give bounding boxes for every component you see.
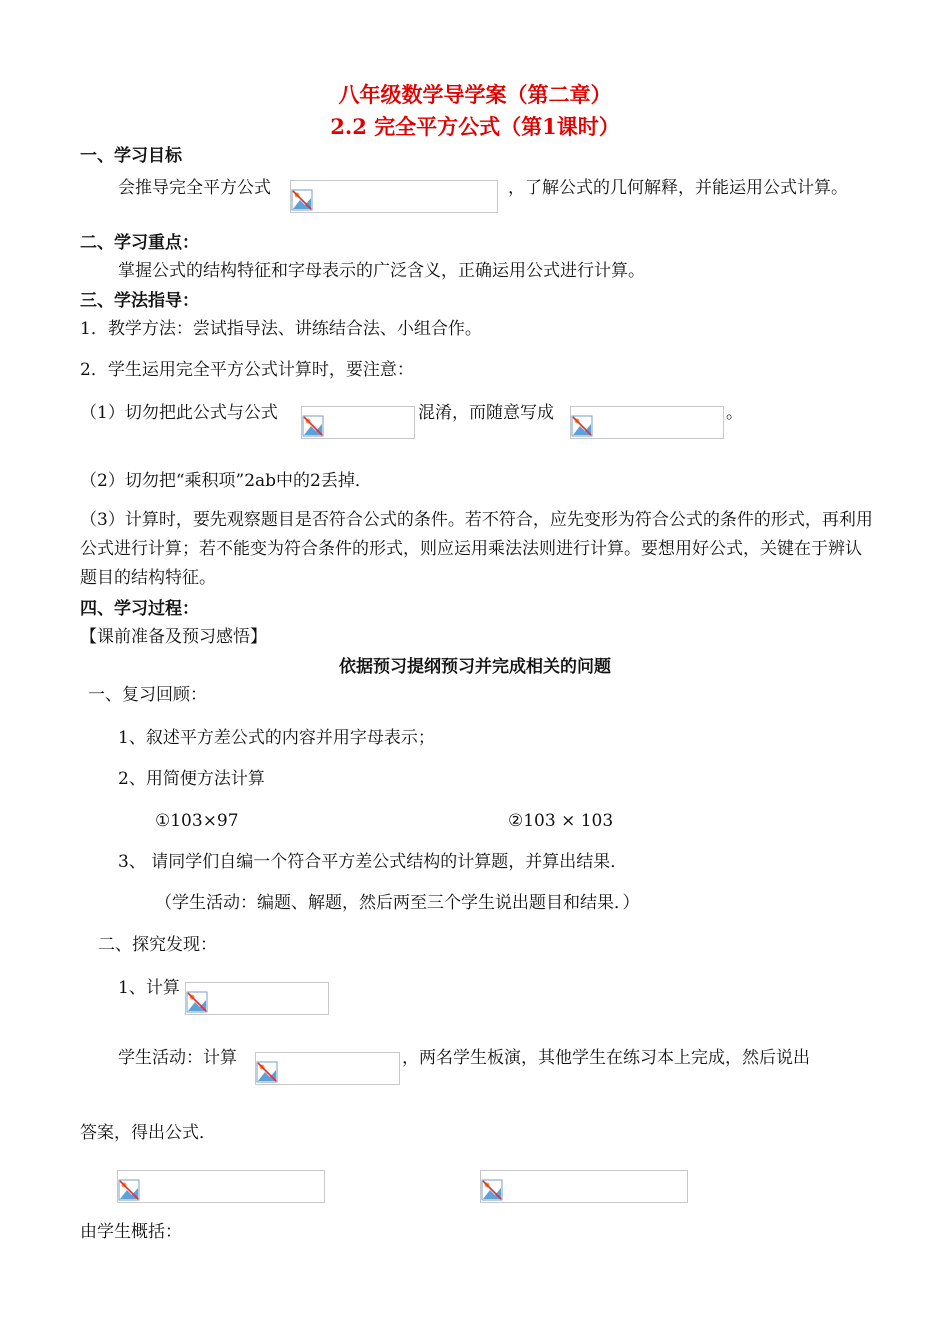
broken-image-icon <box>571 415 593 437</box>
broken-image-icon <box>118 1179 140 1201</box>
formula-image <box>290 180 498 213</box>
goal-text-end: ，了解公式的几何解释，并能运用公式计算。 <box>508 178 848 198</box>
broken-image-icon <box>291 189 313 211</box>
note-2: （2）切勿把“乘积项”2ab中的2丢掉． <box>80 471 372 491</box>
review-item-3: 3、 请同学们自编一个符合平方差公式结构的计算题，并算出结果． <box>118 852 628 872</box>
answer-line: 答案，得出公式． <box>80 1123 216 1143</box>
section-heading-method: 三、学法指导： <box>80 291 199 311</box>
review-item-2: 2、用简便方法计算 <box>118 769 265 789</box>
student-activity-note: （学生活动：编题、解题，然后两至三个学生说出题目和结果．） <box>155 893 640 913</box>
section-heading-process: 四、学习过程： <box>80 599 199 619</box>
broken-image-icon <box>256 1061 278 1083</box>
lesson-title: 2.2 完全平方公式（第1课时） <box>330 114 620 139</box>
goal-text-start: 会推导完全平方公式 <box>118 178 271 198</box>
formula-image <box>480 1170 688 1203</box>
explore-heading: 二、探究发现： <box>98 935 217 955</box>
broken-image-icon <box>302 415 324 437</box>
formula-image <box>301 406 415 439</box>
student-activity-start: 学生活动：计算 <box>118 1048 237 1068</box>
review-heading: 一、复习回顾： <box>88 685 207 705</box>
note-1-middle: 混淆，而随意写成 <box>418 403 554 423</box>
formula-image <box>185 982 329 1015</box>
broken-image-icon <box>186 991 208 1013</box>
calc-problem-2: ②103 × 103 <box>508 811 614 831</box>
section-heading-goals: 一、学习目标 <box>80 146 182 166</box>
formula-image <box>570 406 724 439</box>
note-1-end: 。 <box>726 403 743 423</box>
student-activity-end: ，两名学生板演，其他学生在练习本上完成，然后说出 <box>402 1048 810 1068</box>
prep-bracket-heading: 【课前准备及预习感悟】 <box>80 627 267 647</box>
note-3: （3）计算时，要先观察题目是否符合公式的条件。若不符合，应先变形为符合公式的条件的形式，再利用公式进行计算；若不能变为符合条件的形式，则应运用乘法法则进行计算。要想用好公式，关键在于辨认题目的结构特征。 <box>80 510 873 588</box>
method-item-1: 1．教学方法：尝试指导法、讲练结合法、小组合作。 <box>80 319 482 339</box>
note-1-start: （1）切勿把此公式与公式 <box>80 403 278 423</box>
formula-image <box>255 1052 400 1085</box>
preview-subtitle: 依据预习提纲预习并完成相关的问题 <box>339 657 611 677</box>
broken-image-icon <box>481 1179 503 1201</box>
review-item-1: 1、叙述平方差公式的内容并用字母表示； <box>118 728 435 748</box>
section-heading-focus: 二、学习重点： <box>80 233 199 253</box>
calc-problem-1: ①103×97 <box>155 811 239 831</box>
page-title: 八年级数学导学案（第二章） <box>338 82 612 107</box>
focus-text: 掌握公式的结构特征和字母表示的广泛含义，正确运用公式进行计算。 <box>118 261 645 281</box>
method-item-2: 2．学生运用完全平方公式计算时，要注意： <box>80 360 414 380</box>
summarize-line: 由学生概括： <box>80 1222 182 1242</box>
explore-item-1: 1、计算 <box>118 978 180 998</box>
formula-image <box>117 1170 325 1203</box>
